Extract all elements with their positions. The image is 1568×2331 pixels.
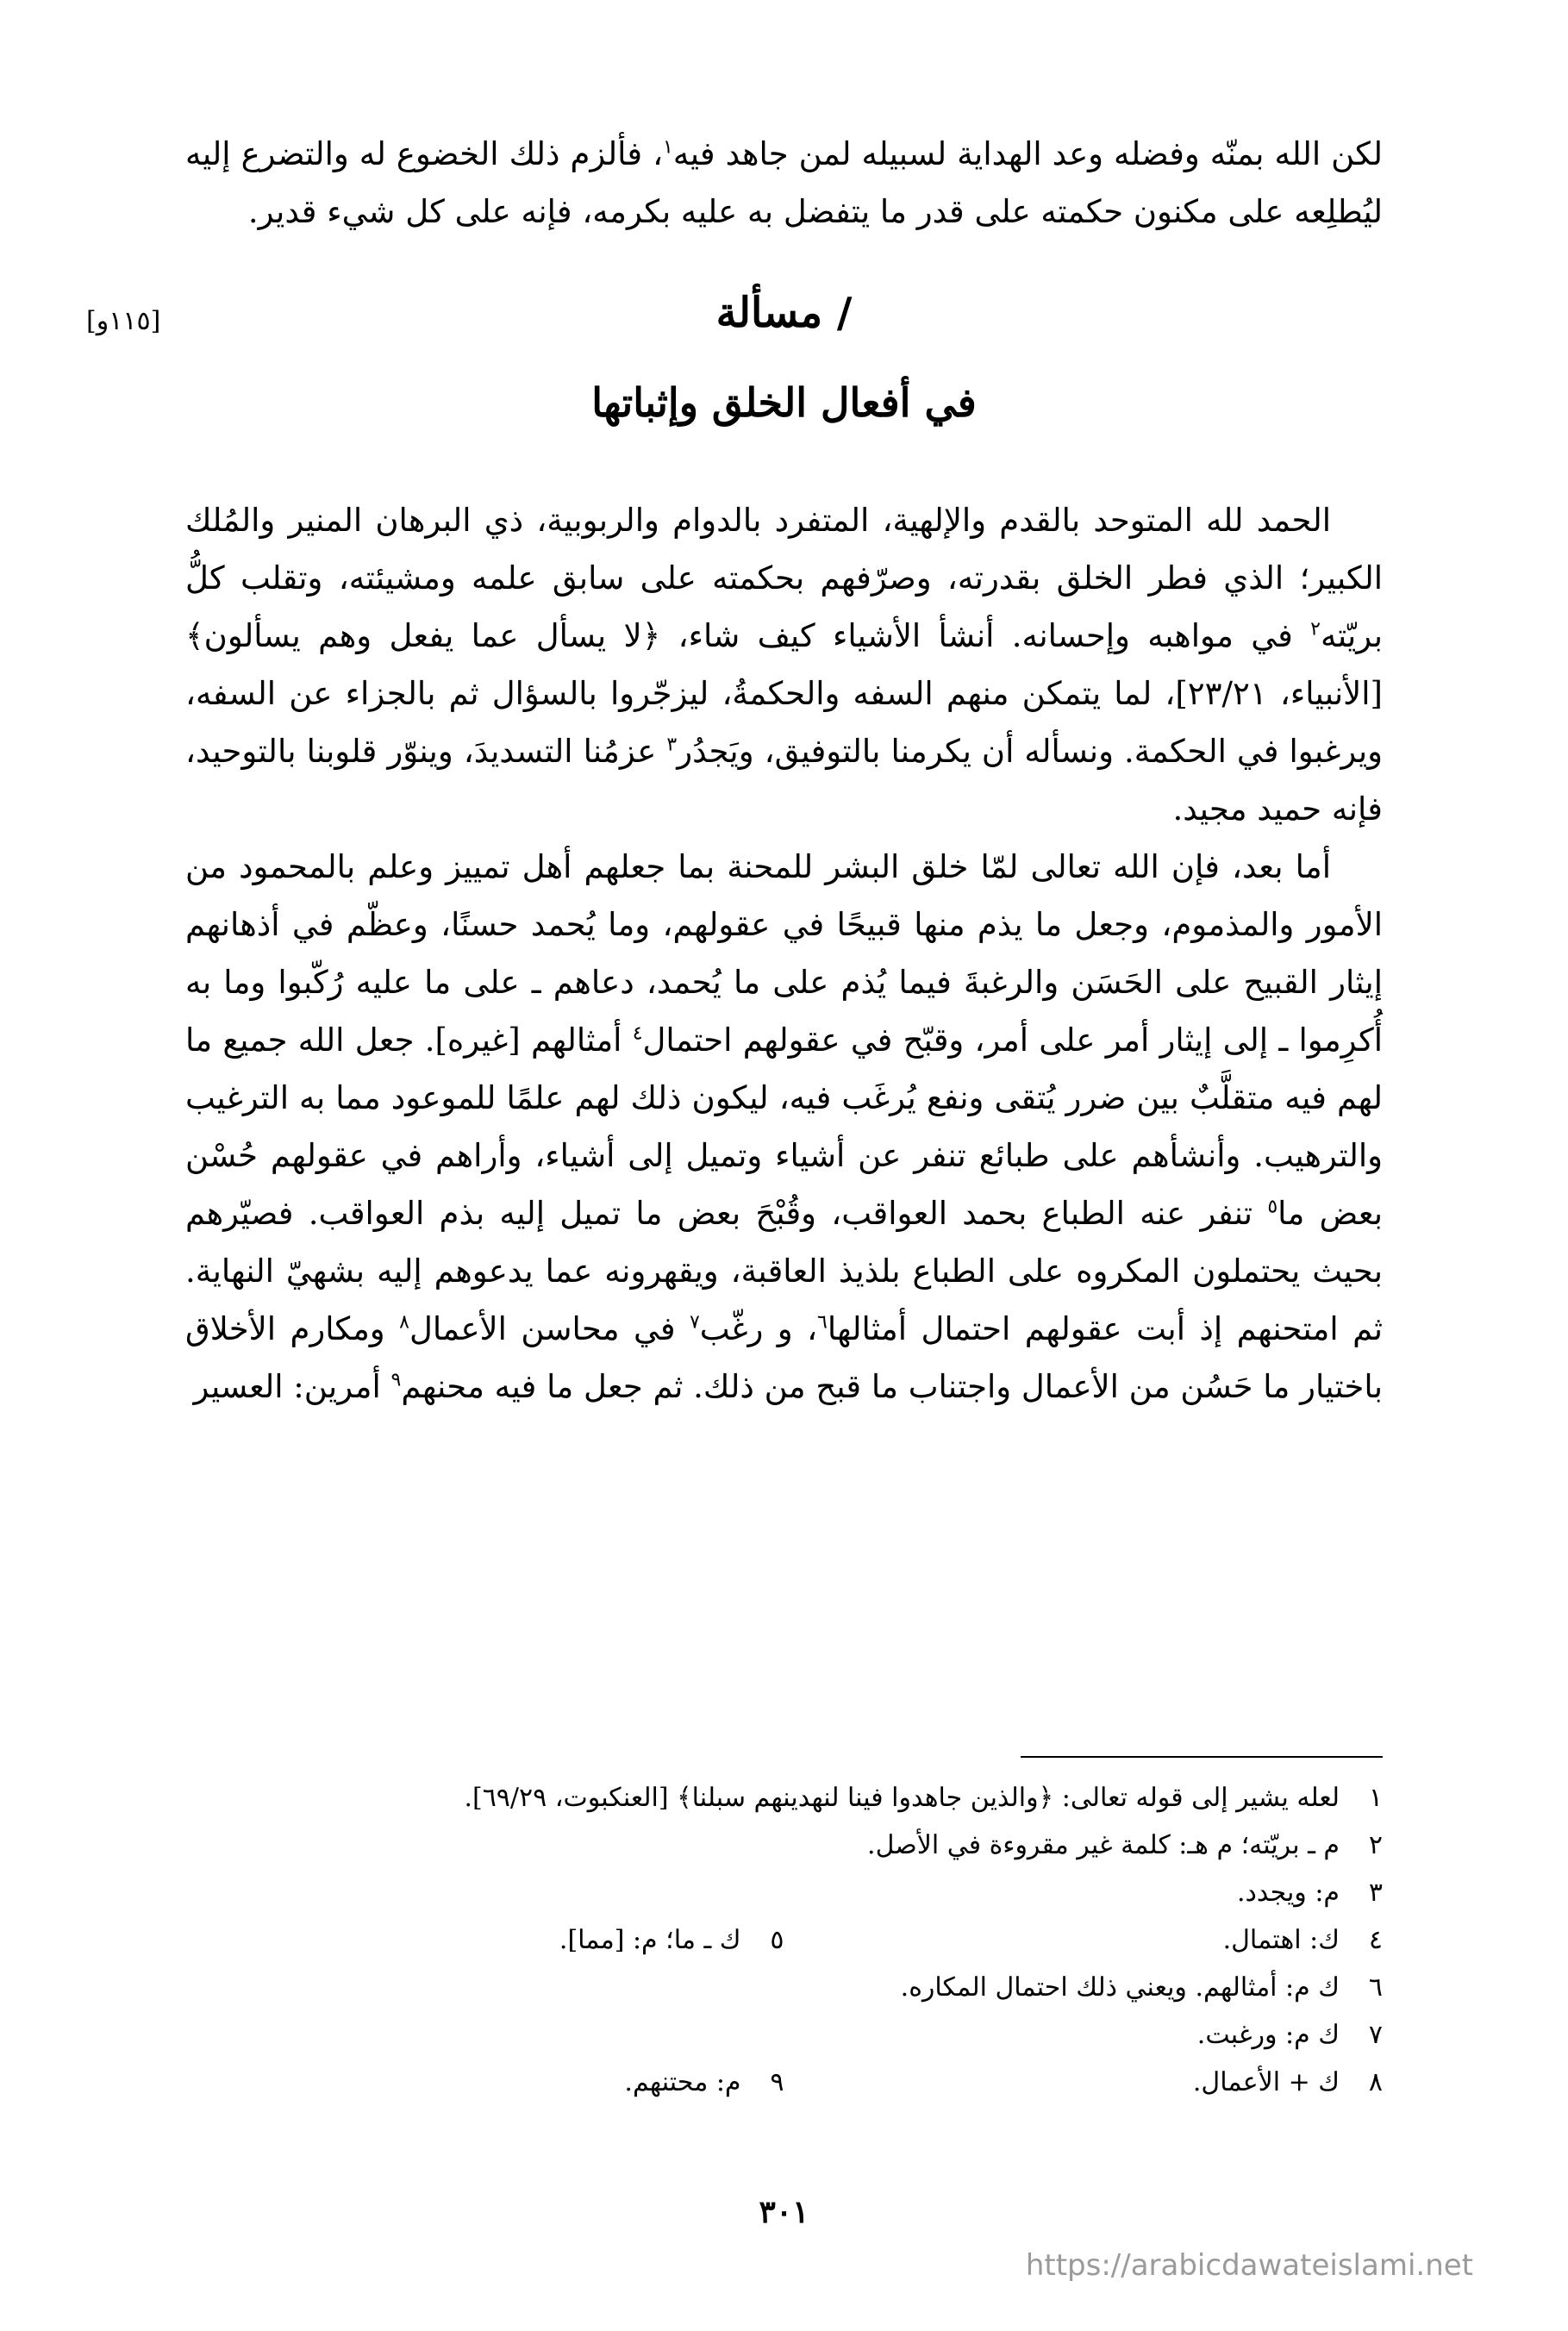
footnote-ref[interactable]: ٨	[399, 1311, 409, 1334]
section-subheading: في أفعال الخلق وإثباتها	[591, 379, 977, 426]
intro-text: ، فألزم ذلك الخضوع له والتضرع إليه ليُطلِعه على مكنون حكمته على قدر ما يتفضل به عليه بكرمه، فإنه على كل شيء قدير.	[185, 135, 1383, 230]
footnote-row	[185, 1916, 1383, 1964]
footnote: ٥ ك ـ ما؛ م: [مما].	[559, 1925, 784, 1955]
section-heading: / مسألة	[715, 289, 853, 337]
paragraph: الحمد لله المتوحد بالقدم والإلهية، المتفرد بالدوام والربوبية، ذي البرهان المنير والمُلك الكبير؛ الذي فطر الخلق بقدرته، وصرّفهم بحكمته على سابق علمه ومشيئته، وتقلب كلُّ بريّته$^٢$ في مواهبه وإحسانه. أنشأ الأشياء كيف شاء، ﴿لا يسأل عما يفعل وهم يسألون﴾ [الأنبياء، ٢٣/٢١]، لما يتمكن منهم السفه والحكمةُ، ليزجّروا بالسؤال ثم بالجزاء عن السفه، ويرغبوا في الحكمة. ونسأله أن يكرمنا بالتوفيق، ويَجدُر$^٣$ عزمُنا التسديدَ، وينوّر قلوبنا بالتوحيد، فإنه حميد مجيد.	[185, 502, 1383, 828]
footnote: ٧ ك م: ورغبت.	[1196, 2020, 1383, 2050]
footnote: ٢ م ـ بريّته؛ م هـ: كلمة غير مقروءة في الأصل.	[867, 1830, 1383, 1860]
folio-mark: [١١٥و]	[86, 306, 161, 336]
footnote: ٤ ك: اهتمال.	[1222, 1925, 1383, 1955]
footnote-ref[interactable]: ٥	[1267, 1196, 1278, 1218]
footnote-ref[interactable]: ٤	[632, 1022, 643, 1045]
footnote: ١ لعله يشير إلى قوله تعالى: ﴿والذين جاهدوا فينا لنهدينهم سبلنا﴾ [العنكبوت، ٦٩/٢٩].	[464, 1783, 1383, 1813]
footnote-ref[interactable]: ٧	[689, 1311, 700, 1334]
footnote-ref[interactable]: ٦	[817, 1311, 828, 1334]
main-text	[185, 491, 1383, 1415]
footnote-ref[interactable]: ١	[663, 136, 673, 159]
footnotes	[185, 1774, 1383, 2106]
intro-text: لكن الله بمنّه وفضله وعد الهداية لسبيله لمن جاهد فيه	[672, 135, 1383, 172]
footnote-divider	[1021, 1756, 1383, 1758]
footnote: ٣ م: ويجدد.	[1236, 1878, 1383, 1908]
footnote: ٩ م: محتنهم.	[624, 2067, 784, 2097]
footnote-row	[185, 2059, 1383, 2106]
paragraph: أما بعد، فإن الله تعالى لمّا خلق البشر للمحنة بما جعلهم أهل تمييز وعلم بالمحمود من الأمور والمذموم، وجعل ما يذم منها قبيحًا في عقولهم، وما يُحمد حسنًا، وعظّم في أذهانهم إيثار القبيح على الحَسَن والرغبةَ فيما يُذم على ما يُحمد، دعاهم ـ على ما عليه رُكّبوا وما به أُكرِموا ـ إلى إيثار أمر على أمر، وقبّح في عقولهم احتمال$^٤$ أمثالهم [غيره]. جعل الله جميع ما لهم فيه متقلَّبٌ بين ضرر يُتقى ونفع يُرغَب فيه، ليكون ذلك لهم علمًا للموعود مما به الترغيب والترهيب. وأنشأهم على طبائع تنفر عن أشياء وتميل إلى أشياء، وأراهم في عقولهم حُسْن بعض ما$^٥$ تنفر عنه الطباع بحمد العواقب، وقُبْحَ بعض ما تميل إليه بذم العواقب. فصيّرهم بحيث يحتملون المكروه على الطباع بلذيذ العاقبة، ويقهرونه عما يدعوهم إليه بشهيّ النهاية. ثم امتحنهم إذ أبت عقولهم احتمال أمثالها$^٦$، و رغّب$^٧$ في محاسن الأعمال$^٨$ ومكارم الأخلاق باختيار ما حَسُن من الأعمال واجتناب ما قبح من ذلك. ثم جعل ما فيه محنهم$^٩$ أمرين: العسير	[185, 848, 1383, 1405]
watermark-url[interactable]: https://arabicdawateislami.net	[1025, 2248, 1473, 2283]
intro-paragraph	[185, 125, 1383, 241]
footnote-ref[interactable]: ٣	[666, 734, 678, 756]
footnote-ref[interactable]: ٢	[1310, 618, 1321, 641]
page-number: ٣٠١	[759, 2194, 809, 2230]
footnote-ref[interactable]: ٩	[390, 1369, 402, 1391]
footnote: ٦ ك م: أمثالهم. ويعني ذلك احتمال المكاره.	[900, 1972, 1383, 2003]
footnote: ٨ ك + الأعمال.	[1192, 2067, 1383, 2097]
